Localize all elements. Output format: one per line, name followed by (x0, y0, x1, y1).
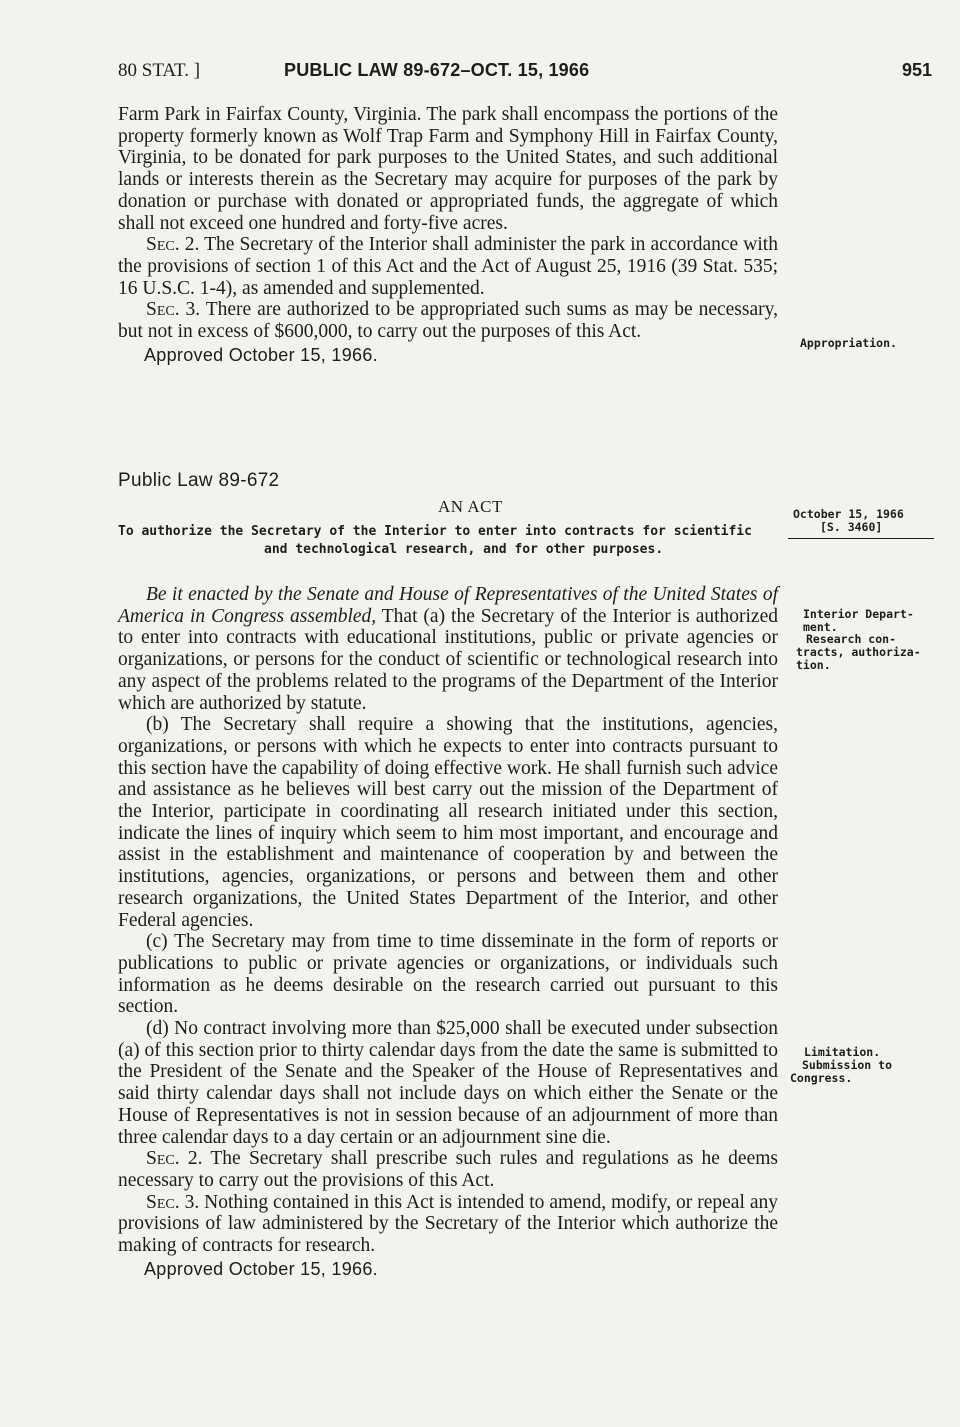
page-number: 951 (901, 60, 932, 80)
margin-note-bill: [S. 3460] (820, 520, 883, 534)
new-act-approved: Approved October 15, 1966. (144, 1258, 378, 1279)
section-label: Sec. 2. (146, 1148, 203, 1170)
margin-rule (788, 538, 934, 539)
public-law-title: Public Law 89-672 (118, 470, 280, 491)
margin-note-appropriation: Appropriation. (800, 336, 897, 350)
section-text: The Secretary shall prescribe such rules and regulations as he deems necessary to carry out the provisions of this Act. (118, 1148, 778, 1191)
prior-act-sec-3 (118, 299, 778, 342)
section-label: Sec. 3. (146, 1191, 200, 1213)
paragraph-c: (c) The Secretary may from time to time disseminate in the form of reports or publications to public or private agencies or organizations, or individuals such information as he deems desirable on the research carried out pursuant to this section. (118, 931, 778, 1018)
margin-note-line: Congress. (790, 1071, 853, 1085)
margin-note-line: Limitation. (804, 1045, 881, 1059)
stat-reference: 80 STAT. ] (118, 60, 201, 81)
an-act-heading: AN ACT (438, 497, 503, 516)
section-1-a (118, 584, 778, 714)
prior-act-paragraph: Farm Park in Fairfax County, Virginia. The park shall encompass the portions of the property formerly known as Wolf Trap Farm and Symphony Hill in Fairfax County, Virginia, to be donated for park purposes to the United States, and such additional lands or interests therein as the Secretary may acquire for purposes of the park by donation or purchase with donated or appropriated funds, the aggregate of which shall not exceed one hundred and forty-five acres. (118, 104, 778, 234)
margin-note-line: tracts, authoriza- (796, 645, 921, 659)
new-act-text (118, 584, 778, 1280)
margin-note-interior (803, 608, 914, 634)
section-text: Nothing contained in this Act is intended to amend, modify, or repeal any provisions of law administered by the Secretary of the Interior which authorize the making of contracts for research. (118, 1191, 778, 1257)
new-act-sec-3 (118, 1192, 778, 1257)
margin-note-line: ment. (803, 620, 838, 634)
margin-note-line: tion. (796, 658, 831, 672)
margin-note-line: Interior Depart- (803, 607, 914, 621)
header-title: PUBLIC LAW 89-672–OCT. 15, 1966 (284, 60, 590, 80)
section-text: The Secretary of the Interior shall administer the park in accordance with the provisions of section 1 of this Act and the Act of August 25, 1916 (39 Stat. 535; 16 U.S.C. 1-4), as amended and supplemented. (118, 234, 778, 299)
paragraph-d: (d) No contract involving more than $25,000 shall be executed under subsection (a) of this section prior to thirty calendar days from the date the same is submitted to the President of the Senate and the Speaker of the House of Representatives and said thirty calendar days shall not include days on which either the Senate or the House of Representatives is not in session because of an adjournment of more than three calendar days to a day certain or an adjournment sine die. (118, 1018, 778, 1148)
prior-act-sec-2 (118, 234, 778, 299)
act-title-line-1: To authorize the Secretary of the Interior to enter into contracts for scientific (118, 524, 752, 539)
section-label: Sec. 2. (146, 234, 200, 256)
enacting-clause: Be it enacted by the Senate and House of Representatives of the United States of America in Congress assembled, (118, 584, 778, 627)
margin-note-submission (790, 1059, 892, 1085)
prior-act-approved: Approved October 15, 1966. (144, 344, 378, 365)
margin-note-date: October 15, 1966 (793, 507, 904, 521)
paragraph-a-text: That (a) the Secretary of the Interior is authorized to enter into contracts with educational institutions, public or private agencies or organizations, or persons for the conduct of scientific or technological research into any aspect of the problems related to the programs of the Department of the Interior which are authorized by statute. (118, 605, 778, 714)
margin-note-research (796, 633, 921, 672)
running-header (118, 60, 932, 88)
section-label: Sec. 3. (146, 299, 201, 321)
margin-note-line: Submission to (802, 1058, 893, 1072)
new-act-sec-2 (118, 1148, 778, 1191)
margin-note-line: Research con- (806, 632, 897, 646)
paragraph-b: (b) The Secretary shall require a showing that the institutions, agencies, organizations, or persons with which he expects to enter into contracts pursuant to this section have the capability of doing effective work. He shall furnish such advice and assistance as he believes will best carry out the mission of the Department of the Interior, participate in coordinating all research initiated under this section, indicate the lines of inquiry which seem to him most important, and encourage and assist in the establishment and maintenance of cooperation by and between the institutions, agencies, organizations, or persons and between them and other research organizations, the United States Department of the Interior, and other Federal agencies. (118, 714, 778, 931)
section-text: There are authorized to be appropriated such sums as may be necessary, but not in excess of $600,000, to carry out the purposes of this Act. (118, 299, 778, 343)
prior-act-text (118, 104, 778, 366)
act-title-line-2: and technological research, and for other purposes. (264, 542, 664, 557)
act-title (118, 523, 778, 559)
